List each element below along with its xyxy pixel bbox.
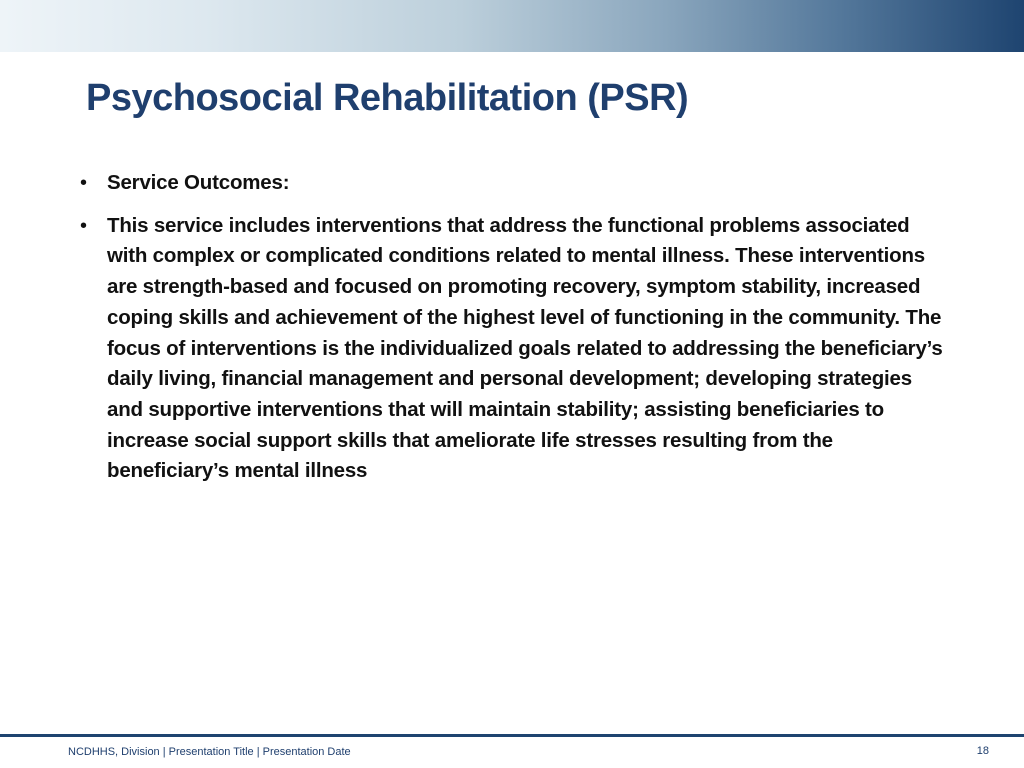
bullet-icon: • [80, 172, 87, 194]
footer-divider [0, 734, 1024, 737]
bullet-list [80, 168, 950, 499]
bullet-icon: • [80, 214, 87, 237]
bullet-item-description [80, 211, 950, 487]
bullet-item-service-outcomes [80, 168, 950, 199]
footer-text: NCDHHS, Division | Presentation Title | Presentation Date [68, 746, 351, 758]
header-gradient-band [0, 0, 1024, 52]
slide-title: Psychosocial Rehabilitation (PSR) [86, 77, 689, 119]
page-number: 18 [976, 745, 989, 757]
bullet-text: Service Outcomes: [107, 171, 290, 194]
bullet-text: This service includes interventions that address the functional problems associated with complex or complicated conditions related to mental illness. These interventions are strength-based and focused on promoting recovery, symptom stability, increased coping skills and achievement of the highest level of functioning in the community. The focus of interventions is the individualized goals related to addressing the beneficiary’s daily living, financial management and personal development; developing strategies and supportive interventions that will maintain stability; assisting beneficiaries to increase social support skills that ameliorate life stresses resulting from the beneficiary’s mental illness [107, 213, 943, 483]
